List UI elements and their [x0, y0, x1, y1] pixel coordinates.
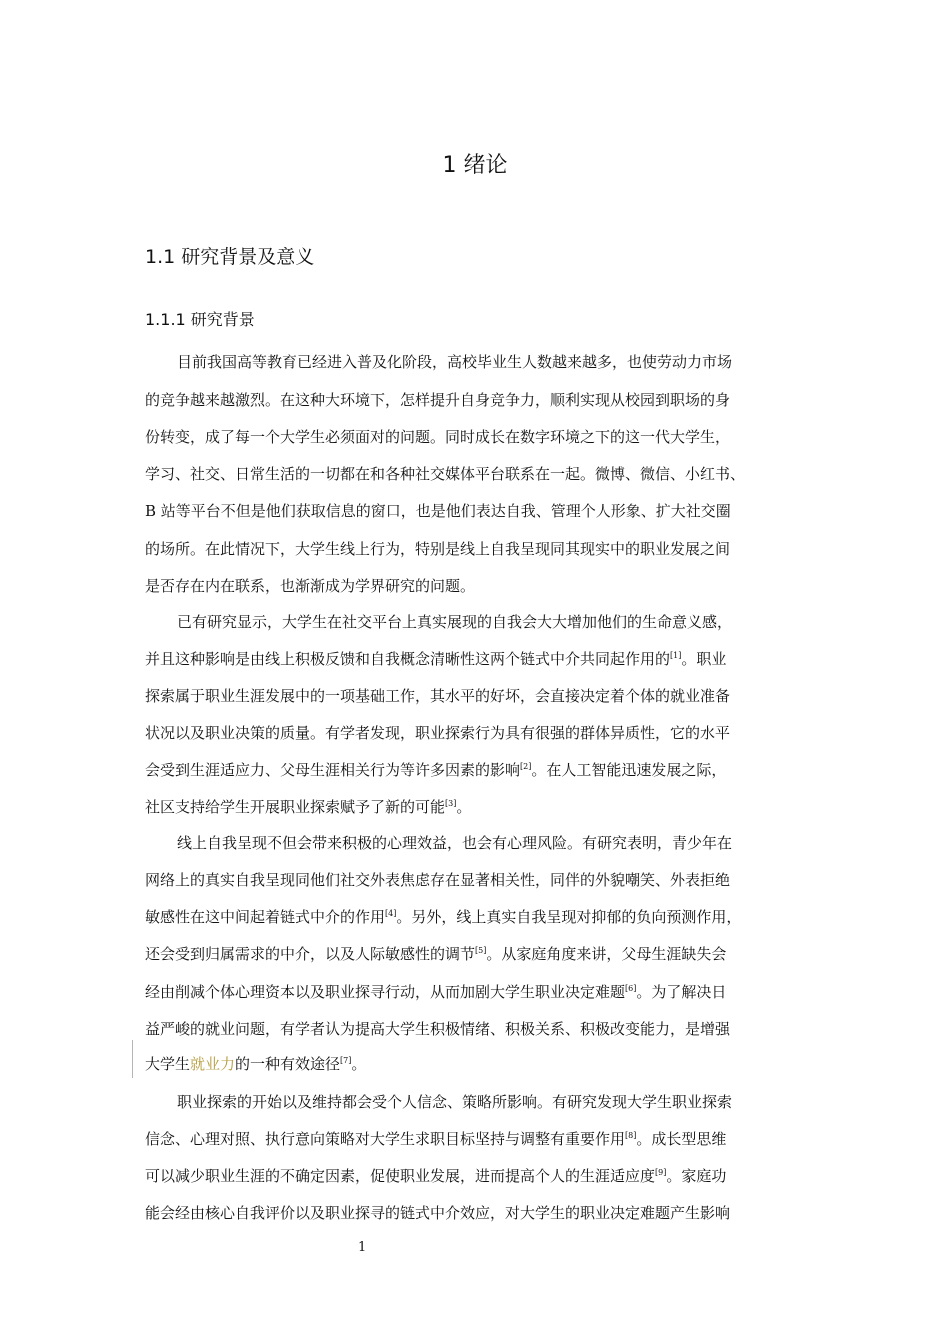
paragraph-line: [177, 1090, 732, 1114]
paragraph-line: [177, 610, 732, 634]
paragraph-line: [145, 1127, 726, 1151]
line-text: 网络上的真实自我呈现同他们社交外表焦虑存在显著相关性，同伴的外貌嘲笑、外表拒绝: [145, 871, 731, 889]
line-text: 可以减少职业生涯的不确定因素，促使职业发展，进而提高个人的生涯适应度: [145, 1167, 656, 1185]
section-title: 1.1 研究背景及意义: [145, 246, 315, 268]
line-text: 职业探索的开始以及维持都会受个人信念、策略所影响。有研究发现大学生职业探索: [177, 1093, 733, 1111]
citation-ref: [3]: [445, 799, 457, 808]
citation-ref: [5]: [475, 946, 487, 955]
paragraph-line: [145, 574, 475, 598]
line-text: 敏感性在这中间起着链式中介的作用: [145, 908, 386, 926]
citation-ref: [9]: [655, 1168, 667, 1177]
line-text: 份转变，成了每一个大学生必须面对的问题。同时成长在数字环境之下的这一代大学生，: [145, 428, 731, 446]
line-text: 。: [456, 798, 472, 816]
line-text: 状况以及职业决策的质量。有学者发现，职业探索行为具有很强的群体异质性，它的水平: [145, 724, 731, 742]
line-text: 的竞争越来越激烈。在这种大环境下，怎样提升自身竞争力，顺利实现从校园到职场的身: [145, 391, 731, 409]
line-text: 已有研究显示，大学生在社交平台上真实展现的自我会大大增加他们的生命意义感，: [177, 613, 733, 631]
citation-ref: [7]: [340, 1056, 352, 1065]
line-text: 。家庭功: [666, 1167, 727, 1185]
line-text: 线上自我呈现不但会带来积极的心理效益，也会有心理风险。有研究表明，青少年在: [177, 834, 733, 852]
line-text: 。为了解决日: [636, 983, 727, 1001]
chapter-title: 1 绪论: [442, 153, 508, 178]
paragraph-line: [145, 537, 730, 561]
paragraph-line: [145, 980, 726, 1004]
paragraph-line: [145, 905, 741, 929]
line-text: 。成长型思维: [636, 1130, 727, 1148]
line-text: 探索属于职业生涯发展中的一项基础工作，其水平的好坏，会直接决定着个体的就业准备: [145, 687, 731, 705]
paragraph-line: [145, 942, 726, 966]
change-bar: [132, 1040, 133, 1078]
line-text: 会受到生涯适应力、父母生涯相关行为等许多因素的影响: [145, 761, 521, 779]
line-text: 并且这种影响是由线上积极反馈和自我概念清晰性这两个链式中介共同起作用的: [145, 650, 671, 668]
line-text: 。: [351, 1055, 367, 1073]
line-text: 信念、心理对照、执行意向策略对大学生求职目标坚持与调整有重要作用: [145, 1130, 626, 1148]
paragraph-line: [145, 1052, 366, 1076]
line-text: 学习、社交、日常生活的一切都在和各种社交媒体平台联系在一起。微博、微信、小红书、: [145, 465, 746, 483]
paragraph-line: [177, 350, 732, 374]
line-text: B 站等平台不但是他们获取信息的窗口，也是他们表达自我、管理个人形象、扩大社交圈: [145, 502, 731, 520]
paragraph-line: [145, 462, 745, 486]
line-text: 。在人工智能迅速发展之际，: [531, 761, 727, 779]
citation-ref: [1]: [670, 651, 682, 660]
highlighted-term[interactable]: 就业力: [190, 1055, 236, 1073]
citation-ref: [8]: [625, 1131, 637, 1140]
line-text: 。另外，线上真实自我呈现对抑郁的负向预测作用，: [396, 908, 742, 926]
paragraph-line: [145, 499, 731, 523]
subsection-title: 1.1.1 研究背景: [145, 310, 255, 329]
line-text: 社区支持给学生开展职业探索赋予了新的可能: [145, 798, 446, 816]
line-text: 经由削减个体心理资本以及职业探寻行动，从而加剧大学生职业决定难题: [145, 983, 626, 1001]
paragraph-line: [145, 684, 730, 708]
line-text: 的一种有效途径: [235, 1055, 341, 1073]
paragraph-line: [145, 868, 730, 892]
citation-ref: [6]: [625, 984, 637, 993]
line-text: 。职业: [681, 650, 727, 668]
paragraph-line: [145, 795, 471, 819]
paragraph-line: [145, 758, 726, 782]
paragraph-line: [145, 1017, 730, 1041]
line-text: 。从家庭角度来讲，父母生涯缺失会: [486, 945, 727, 963]
line-text: 益严峻的就业问题，有学者认为提高大学生积极情绪、积极关系、积极改变能力，是增强: [145, 1020, 731, 1038]
paragraph-line: [145, 425, 730, 449]
line-text: 目前我国高等教育已经进入普及化阶段，高校毕业生人数越来越多，也使劳动力市场: [177, 353, 733, 371]
paragraph-line: [145, 721, 730, 745]
line-text: 大学生: [145, 1055, 191, 1073]
line-text: 是否存在内在联系，也渐渐成为学界研究的问题。: [145, 577, 476, 595]
citation-ref: [4]: [385, 909, 397, 918]
citation-ref: [2]: [520, 762, 532, 771]
line-text: 能会经由核心自我评价以及职业探寻的链式中介效应，对大学生的职业决定难题产生影响: [145, 1204, 731, 1222]
line-text: 还会受到归属需求的中介，以及人际敏感性的调节: [145, 945, 476, 963]
paragraph-line: [145, 1201, 730, 1225]
paragraph-line: [145, 388, 730, 412]
line-text: 的场所。在此情况下，大学生线上行为，特别是线上自我呈现同其现实中的职业发展之间: [145, 540, 731, 558]
paragraph-line: [145, 647, 726, 671]
paragraph-line: [177, 831, 732, 855]
page-number: 1: [358, 1240, 367, 1255]
paragraph-line: [145, 1164, 726, 1188]
